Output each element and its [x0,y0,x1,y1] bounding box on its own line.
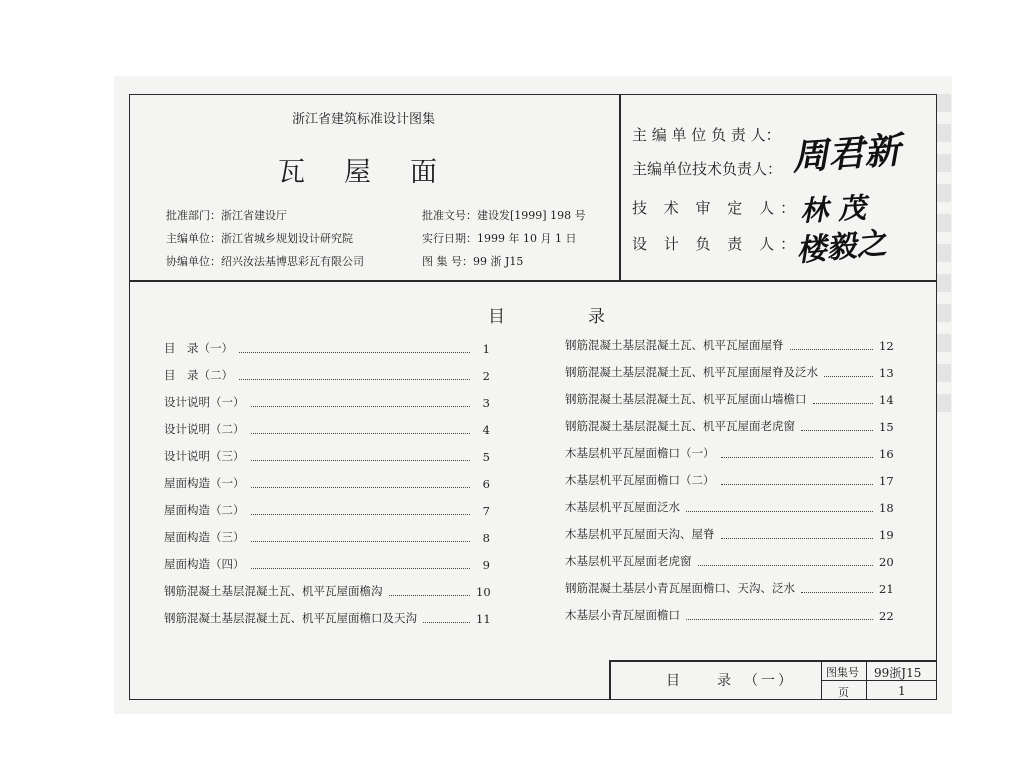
toc-entry [164,367,490,383]
toc-entry [164,394,490,410]
toc-entry-page: 17 [879,474,894,488]
toc-entry-page: 12 [879,339,894,353]
toc-leader-dots [251,487,471,488]
approval-department: 批准部门：浙江省建设厅 [166,209,287,222]
toc-entry-label: 屋面构造（三） [164,530,245,544]
sheet-title: 目 录 （一） [666,673,795,689]
toc-entry-label: 木基层小青瓦屋面檐口 [565,608,680,622]
toc-entry-page: 3 [482,396,490,410]
page-label: 页 [838,686,849,699]
collection-name: 浙江省建筑标准设计图集 [292,112,436,127]
toc-leader-dots [790,349,874,350]
toc-entry-label: 设计说明（一） [164,395,245,409]
toc-entry-page: 1 [482,342,490,356]
binding-edge [937,94,951,424]
toc-leader-dots [251,568,471,569]
toc-entry [565,337,893,353]
toc-leader-dots [801,592,873,593]
toc-entry-page: 9 [482,558,490,572]
toc-entry [164,610,490,626]
co-editor-unit: 协编单位：绍兴汝法基博思彩瓦有限公司 [166,255,364,268]
toc-entry-label: 木基层机平瓦屋面泛水 [565,500,680,514]
toc-entry [164,529,490,545]
toc-entry-label: 屋面构造（一） [164,476,245,490]
signature-label-tech-head: 主编单位技术负责人： [632,160,783,178]
toc-entry [565,364,893,380]
toc-entry [164,502,490,518]
toc-entry-label: 木基层机平瓦屋面老虎窗 [565,554,692,568]
toc-entry-label: 设计说明（三） [164,449,245,463]
toc-leader-dots [239,352,470,353]
footer-top-rule [609,660,937,662]
toc-leader-dots [251,541,471,542]
atlas-no-label: 图集号 [826,666,859,679]
effective-date: 实行日期：1999 年 10 月 1 日 [422,232,577,245]
toc-entry-page: 11 [476,612,491,626]
toc-entry-page: 2 [482,369,490,383]
toc-entry-label: 目 录（二） [164,368,233,382]
signature-editor-head: 周君新 [790,129,902,179]
toc-entry-label: 钢筋混凝土基层混凝土瓦、机平瓦屋面檐口及天沟 [164,611,417,625]
toc-entry-page: 6 [482,477,490,491]
signature-reviewer: 林 茂 [799,191,867,228]
signature-label-editor-head: 主 编 单 位 负 责 人： [632,126,781,144]
toc-leader-dots [721,484,874,485]
toc-entry [164,421,490,437]
chief-editor-unit: 主编单位：浙江省城乡规划设计研究院 [166,232,353,245]
header-divider [619,94,621,280]
toc-entry-page: 10 [476,585,491,599]
toc-entry-label: 钢筋混凝土基层小青瓦屋面檐口、天沟、泛水 [565,581,795,595]
toc-heading: 目 录 [488,307,613,327]
toc-entry-page: 5 [482,450,490,464]
toc-entry-label: 钢筋混凝土基层混凝土瓦、机平瓦屋面老虎窗 [565,419,795,433]
toc-entry-label: 设计说明（二） [164,422,245,436]
toc-entry-page: 7 [482,504,490,518]
toc-entry [565,607,893,623]
toc-entry [565,445,893,461]
toc-leader-dots [824,376,873,377]
toc-entry-page: 16 [879,447,894,461]
header-bottom-rule [129,280,937,282]
toc-entry [565,580,893,596]
toc-entry [565,499,893,515]
toc-entry-page: 19 [879,528,894,542]
toc-entry-label: 钢筋混凝土基层混凝土瓦、机平瓦屋面檐沟 [164,584,383,598]
toc-entry-page: 15 [879,420,894,434]
toc-leader-dots [801,430,873,431]
toc-entry-label: 木基层机平瓦屋面檐口（一） [565,446,715,460]
atlas-no-value: 99浙J15 [874,666,922,680]
toc-entry [565,418,893,434]
toc-entry [164,583,490,599]
toc-leader-dots [251,433,471,434]
toc-entry-label: 屋面构造（四） [164,557,245,571]
toc-entry-label: 木基层机平瓦屋面檐口（二） [565,473,715,487]
toc-entry-label: 钢筋混凝土基层混凝土瓦、机平瓦屋面山墙檐口 [565,392,807,406]
toc-entry [164,340,490,356]
toc-entry-label: 木基层机平瓦屋面天沟、屋脊 [565,527,715,541]
toc-leader-dots [813,403,874,404]
toc-entry-label: 屋面构造（二） [164,503,245,517]
toc-entry [565,472,893,488]
signature-designer: 楼毅之 [794,226,888,269]
toc-leader-dots [251,514,471,515]
toc-entry-page: 20 [879,555,894,569]
toc-leader-dots [239,379,470,380]
toc-entry-page: 22 [879,609,894,623]
footer-left-rule [609,660,611,700]
toc-entry [565,526,893,542]
toc-entry-label: 目 录（一） [164,341,233,355]
toc-leader-dots [423,622,470,623]
toc-leader-dots [686,511,873,512]
toc-leader-dots [721,457,874,458]
toc-leader-dots [686,619,873,620]
toc-entry-label: 钢筋混凝土基层混凝土瓦、机平瓦屋面屋脊 [565,338,784,352]
toc-entry [565,391,893,407]
page-number: 1 [898,684,906,698]
toc-entry-page: 21 [879,582,894,596]
toc-entry-page: 14 [879,393,894,407]
toc-entry-page: 13 [879,366,894,380]
signature-label-reviewer: 技 术 审 定 人： [632,199,802,217]
toc-leader-dots [251,406,471,407]
toc-leader-dots [698,565,874,566]
toc-entry-page: 4 [482,423,490,437]
approval-number: 批准文号：建设发[1999] 198 号 [422,209,586,222]
toc-entry-label: 钢筋混凝土基层混凝土瓦、机平瓦屋面屋脊及泛水 [565,365,818,379]
toc-leader-dots [251,460,471,461]
toc-entry-page: 18 [879,501,894,515]
toc-entry [164,448,490,464]
signature-label-designer: 设 计 负 责 人： [632,235,802,253]
atlas-title: 瓦 屋 面 [278,157,443,188]
toc-entry [164,556,490,572]
toc-leader-dots [389,595,471,596]
atlas-number: 图 集 号：99 浙 J15 [422,255,524,268]
toc-leader-dots [721,538,874,539]
toc-entry [164,475,490,491]
toc-entry [565,553,893,569]
toc-entry-page: 8 [482,531,490,545]
